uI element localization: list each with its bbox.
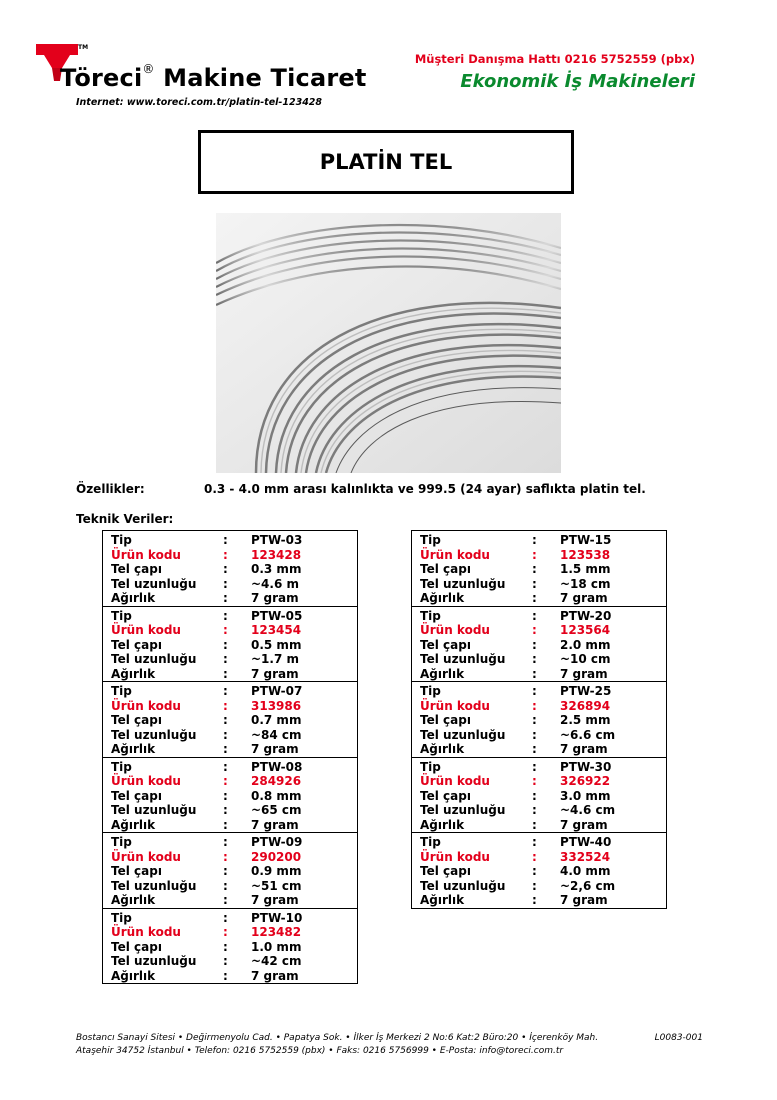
spec-value: ~51 cm — [251, 878, 302, 893]
spec-row-weight — [412, 893, 666, 908]
spec-label: Tel uzunluğu — [420, 803, 506, 817]
spec-label: Tel çapı — [111, 788, 162, 803]
spec-value: 3.0 mm — [560, 788, 611, 803]
spec-label: Ürün kodu — [111, 698, 181, 713]
spec-separator: : — [532, 759, 537, 774]
spec-value: ~6.6 cm — [560, 727, 616, 742]
spec-value: ~18 cm — [560, 576, 611, 591]
spec-separator: : — [532, 533, 537, 547]
spec-label: Ürün kodu — [111, 623, 181, 637]
spec-value: 332524 — [560, 849, 611, 864]
spec-separator: : — [223, 623, 228, 637]
spec-label: Ağırlık — [111, 666, 156, 681]
spec-label: Ürün kodu — [111, 925, 181, 939]
spec-row-type — [412, 760, 666, 775]
spec-label: Ürün kodu — [420, 849, 490, 864]
spec-value: PTW-10 — [251, 910, 303, 925]
spec-row-weight — [412, 818, 666, 833]
spec-separator: : — [223, 652, 228, 666]
spec-row-weight — [103, 667, 357, 682]
spec-separator: : — [532, 742, 537, 756]
spec-value: 7 gram — [560, 591, 608, 605]
spec-separator: : — [223, 547, 228, 562]
spec-value: 7 gram — [560, 817, 608, 832]
spec-group-ptw-20 — [412, 606, 666, 682]
spec-row-length — [103, 652, 357, 667]
spec-value: 2.5 mm — [560, 713, 611, 727]
spec-row-diameter — [412, 864, 666, 879]
spec-value: 7 gram — [251, 893, 299, 907]
title-box — [198, 130, 574, 194]
spec-separator: : — [223, 939, 228, 954]
spec-group-ptw-03 — [103, 530, 357, 606]
spec-separator: : — [532, 637, 537, 652]
spec-row-diameter — [412, 713, 666, 728]
spec-row-weight — [103, 969, 357, 984]
spec-label: Tip — [420, 684, 441, 698]
spec-separator: : — [532, 713, 537, 727]
spec-value: 123538 — [560, 547, 611, 562]
spec-label: Tel uzunluğu — [111, 803, 197, 817]
spec-separator: : — [532, 608, 537, 623]
spec-label: Ürün kodu — [111, 849, 181, 864]
spec-value: 326922 — [560, 774, 611, 788]
spec-value: PTW-40 — [560, 835, 612, 849]
spec-value: PTW-30 — [560, 759, 612, 774]
spec-label: Tel uzunluğu — [111, 954, 197, 968]
spec-row-code — [412, 850, 666, 865]
spec-separator: : — [223, 893, 228, 907]
spec-separator: : — [223, 637, 228, 652]
spec-label: Tel çapı — [111, 939, 162, 954]
spec-label: Ağırlık — [420, 817, 465, 832]
company-slogan: Ekonomik İş Makineleri — [460, 71, 695, 92]
spec-group-ptw-25 — [412, 681, 666, 757]
spec-separator: : — [223, 727, 228, 742]
spec-separator: : — [223, 835, 228, 849]
spec-row-code — [103, 699, 357, 714]
spec-value: ~4.6 m — [251, 576, 299, 591]
spec-group-ptw-15 — [412, 530, 666, 606]
spec-row-weight — [103, 591, 357, 606]
spec-separator: : — [223, 849, 228, 864]
spec-label: Tel çapı — [420, 864, 471, 878]
spec-label: Tel çapı — [111, 637, 162, 652]
company-name — [60, 64, 367, 92]
spec-separator: : — [532, 864, 537, 878]
spec-label: Tip — [420, 608, 441, 623]
spec-value: 0.3 mm — [251, 562, 302, 576]
spec-value: PTW-05 — [251, 608, 303, 623]
spec-value: PTW-15 — [560, 533, 612, 547]
spec-separator: : — [223, 666, 228, 681]
spec-value: 7 gram — [251, 591, 299, 605]
spec-label: Tel çapı — [111, 864, 162, 878]
spec-label: Ağırlık — [111, 591, 156, 605]
features-label: Özellikler: — [76, 482, 145, 496]
spec-value: 7 gram — [251, 968, 299, 983]
spec-value: 326894 — [560, 698, 611, 713]
spec-label: Tel çapı — [420, 788, 471, 803]
spec-value: 7 gram — [560, 742, 608, 756]
spec-value: 7 gram — [251, 817, 299, 832]
spec-separator: : — [223, 803, 228, 817]
spec-row-length — [103, 803, 357, 818]
spec-label: Tip — [111, 910, 132, 925]
spec-row-type — [103, 760, 357, 775]
spec-separator: : — [532, 878, 537, 893]
spec-separator: : — [532, 547, 537, 562]
spec-label: Tel uzunluğu — [420, 878, 506, 893]
spec-row-weight — [103, 742, 357, 757]
website-link[interactable]: Internet: www.toreci.com.tr/platin-tel-123428 — [76, 97, 323, 108]
brand-name: Töreci — [60, 64, 143, 92]
spec-label: Tip — [111, 684, 132, 698]
spec-value: 0.5 mm — [251, 637, 302, 652]
registered-mark: ® — [142, 62, 155, 76]
spec-row-length — [103, 577, 357, 592]
spec-table-right — [411, 530, 667, 909]
spec-value: 4.0 mm — [560, 864, 611, 878]
document-number: L0083-001 — [654, 1033, 703, 1043]
spec-label: Tel çapı — [420, 713, 471, 727]
spec-row-diameter — [103, 940, 357, 955]
spec-value: ~4.6 cm — [560, 803, 616, 817]
spec-row-length — [103, 728, 357, 743]
spec-label: Tel uzunluğu — [420, 652, 506, 666]
spec-separator: : — [223, 954, 228, 968]
spec-label: Tel çapı — [111, 562, 162, 576]
spec-group-ptw-30 — [412, 757, 666, 833]
footer-address-line: Bostancı Sanayi Sitesi • Değirmenyolu Cad. • Papatya Sok. • İlker İş Merkezi 2 No:6 Kat:2 Büro:20 • İçerenköy Mah. — [76, 1033, 599, 1043]
spec-separator: : — [532, 666, 537, 681]
spec-separator: : — [223, 910, 228, 925]
spec-value: 313986 — [251, 698, 302, 713]
spec-row-length — [412, 728, 666, 743]
spec-value: 123454 — [251, 623, 302, 637]
spec-row-length — [412, 577, 666, 592]
spec-row-code — [103, 925, 357, 940]
spec-value: 0.8 mm — [251, 788, 302, 803]
spec-separator: : — [223, 533, 228, 547]
spec-value: 2.0 mm — [560, 637, 611, 652]
spec-value: PTW-08 — [251, 759, 303, 774]
spec-separator: : — [532, 698, 537, 713]
spec-separator: : — [223, 817, 228, 832]
spec-label: Tel uzunluğu — [111, 727, 197, 742]
features-text: 0.3 - 4.0 mm arası kalınlıkta ve 999.5 (24 ayar) saflıkta platin tel. — [204, 482, 646, 496]
spec-separator: : — [223, 713, 228, 727]
spec-separator: : — [532, 623, 537, 637]
spec-group-ptw-07 — [103, 681, 357, 757]
spec-table-left — [102, 530, 358, 984]
spec-row-type — [103, 684, 357, 699]
spec-label: Ağırlık — [111, 968, 156, 983]
spec-label: Tel uzunluğu — [420, 576, 506, 591]
spec-row-type — [412, 609, 666, 624]
spec-row-code — [412, 548, 666, 563]
spec-group-ptw-08 — [103, 757, 357, 833]
spec-separator: : — [223, 759, 228, 774]
spec-separator: : — [532, 849, 537, 864]
spec-value: 1.0 mm — [251, 939, 302, 954]
spec-separator: : — [532, 893, 537, 907]
spec-row-diameter — [103, 638, 357, 653]
spec-row-length — [103, 954, 357, 969]
spec-row-length — [103, 879, 357, 894]
spec-row-diameter — [412, 638, 666, 653]
spec-separator: : — [532, 727, 537, 742]
spec-separator: : — [532, 684, 537, 698]
spec-label: Ürün kodu — [420, 623, 490, 637]
brand-suffix: Makine Ticaret — [163, 64, 367, 92]
customer-hotline: Müşteri Danışma Hattı 0216 5752559 (pbx) — [414, 52, 695, 66]
spec-label: Ürün kodu — [111, 774, 181, 788]
spec-row-code — [103, 548, 357, 563]
spec-separator: : — [532, 817, 537, 832]
spec-value: PTW-07 — [251, 684, 303, 698]
spec-separator: : — [532, 835, 537, 849]
spec-row-length — [412, 652, 666, 667]
spec-label: Tip — [111, 533, 132, 547]
spec-group-ptw-10 — [103, 908, 357, 984]
spec-value: ~10 cm — [560, 652, 611, 666]
spec-row-code — [412, 623, 666, 638]
spec-label: Ürün kodu — [420, 547, 490, 562]
spec-value: ~42 cm — [251, 954, 302, 968]
spec-row-diameter — [103, 713, 357, 728]
spec-row-type — [103, 911, 357, 926]
spec-separator: : — [223, 698, 228, 713]
spec-row-diameter — [103, 864, 357, 879]
spec-separator: : — [223, 684, 228, 698]
spec-separator: : — [532, 591, 537, 605]
spec-row-weight — [103, 818, 357, 833]
spec-row-type — [412, 533, 666, 548]
spec-value: ~1.7 m — [251, 652, 299, 666]
spec-separator: : — [532, 652, 537, 666]
spec-label: Ağırlık — [420, 742, 465, 756]
spec-separator: : — [223, 591, 228, 605]
spec-separator: : — [223, 576, 228, 591]
spec-separator: : — [223, 864, 228, 878]
spec-value: 1.5 mm — [560, 562, 611, 576]
spec-row-diameter — [103, 789, 357, 804]
technical-data-label: Teknik Veriler: — [76, 512, 174, 526]
spec-label: Ağırlık — [420, 666, 465, 681]
spec-row-weight — [412, 742, 666, 757]
spec-label: Tel çapı — [111, 713, 162, 727]
spec-row-code — [103, 623, 357, 638]
spec-value: 123428 — [251, 547, 302, 562]
spec-row-code — [412, 699, 666, 714]
spec-group-ptw-09 — [103, 832, 357, 908]
spec-row-type — [412, 835, 666, 850]
spec-value: ~65 cm — [251, 803, 302, 817]
spec-label: Ürün kodu — [420, 698, 490, 713]
spec-row-code — [412, 774, 666, 789]
spec-row-code — [103, 850, 357, 865]
trademark-mark: TM — [78, 44, 89, 51]
spec-separator: : — [223, 968, 228, 983]
spec-label: Ağırlık — [420, 591, 465, 605]
spec-row-diameter — [412, 562, 666, 577]
page-title: PLATİN TEL — [319, 150, 453, 174]
spec-separator: : — [223, 562, 228, 576]
spec-value: 7 gram — [560, 893, 608, 907]
spec-separator: : — [223, 925, 228, 939]
spec-separator: : — [532, 803, 537, 817]
spec-row-type — [412, 684, 666, 699]
spec-row-diameter — [412, 789, 666, 804]
spec-separator: : — [223, 878, 228, 893]
spec-label: Ağırlık — [111, 742, 156, 756]
spec-group-ptw-40 — [412, 832, 666, 908]
spec-value: PTW-09 — [251, 835, 303, 849]
spec-value: ~2,6 cm — [560, 878, 616, 893]
spec-row-length — [412, 803, 666, 818]
spec-row-length — [412, 879, 666, 894]
spec-value: 284926 — [251, 774, 302, 788]
spec-row-type — [103, 835, 357, 850]
spec-label: Ürün kodu — [111, 547, 181, 562]
spec-separator: : — [223, 742, 228, 756]
spec-label: Tel uzunluğu — [420, 727, 506, 742]
spec-label: Tip — [420, 533, 441, 547]
spec-separator: : — [532, 576, 537, 591]
spec-value: PTW-25 — [560, 684, 612, 698]
spec-value: PTW-20 — [560, 608, 612, 623]
spec-row-code — [103, 774, 357, 789]
spec-label: Ürün kodu — [420, 774, 490, 788]
spec-value: 7 gram — [560, 666, 608, 681]
spec-separator: : — [532, 562, 537, 576]
spec-label: Tip — [111, 759, 132, 774]
spec-label: Tel çapı — [420, 637, 471, 652]
spec-separator: : — [532, 774, 537, 788]
spec-label: Tip — [111, 608, 132, 623]
spec-row-diameter — [103, 562, 357, 577]
spec-row-weight — [103, 893, 357, 908]
footer-contact-line: Ataşehir 34752 İstanbul • Telefon: 0216 5752559 (pbx) • Faks: 0216 5756999 • E-Posta: info@toreci.com.tr — [76, 1046, 564, 1056]
spec-label: Ağırlık — [420, 893, 465, 907]
spec-value: 7 gram — [251, 742, 299, 756]
spec-value: 290200 — [251, 849, 302, 864]
spec-separator: : — [223, 774, 228, 788]
spec-row-weight — [412, 667, 666, 682]
spec-label: Tel çapı — [420, 562, 471, 576]
spec-label: Tel uzunluğu — [111, 576, 197, 591]
spec-value: 0.7 mm — [251, 713, 302, 727]
spec-group-ptw-05 — [103, 606, 357, 682]
spec-label: Ağırlık — [111, 817, 156, 832]
spec-separator: : — [223, 788, 228, 803]
product-photo — [216, 213, 561, 473]
spec-row-weight — [412, 591, 666, 606]
spec-label: Ağırlık — [111, 893, 156, 907]
spec-label: Tel uzunluğu — [111, 652, 197, 666]
spec-value: 7 gram — [251, 666, 299, 681]
spec-value: 0.9 mm — [251, 864, 302, 878]
spec-value: ~84 cm — [251, 727, 302, 742]
spec-label: Tip — [420, 835, 441, 849]
spec-row-type — [103, 533, 357, 548]
spec-separator: : — [532, 788, 537, 803]
spec-label: Tel uzunluğu — [111, 878, 197, 893]
spec-label: Tip — [111, 835, 132, 849]
spec-label: Tip — [420, 759, 441, 774]
spec-value: 123564 — [560, 623, 611, 637]
spec-value: 123482 — [251, 925, 302, 939]
spec-separator: : — [223, 608, 228, 623]
spec-value: PTW-03 — [251, 533, 303, 547]
spec-row-type — [103, 609, 357, 624]
